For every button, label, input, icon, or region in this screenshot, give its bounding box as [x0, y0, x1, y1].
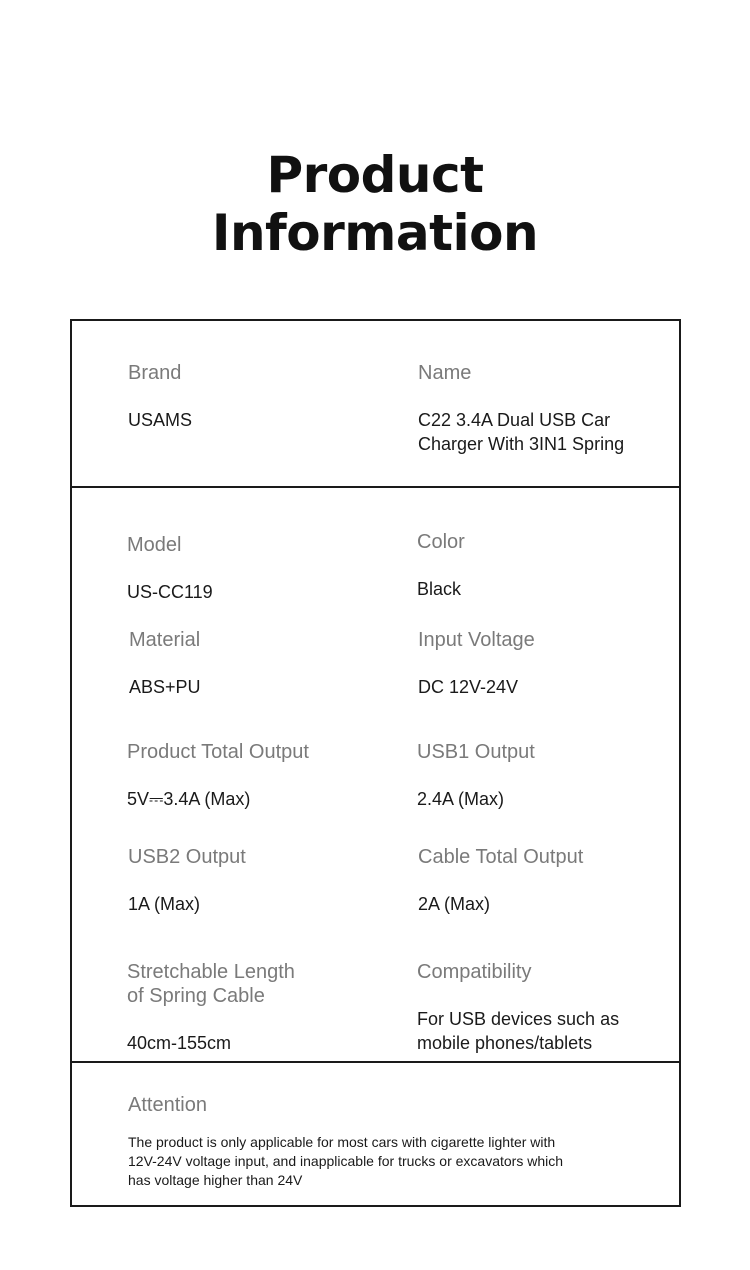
- name-label: Name: [418, 362, 472, 384]
- attention-label: Attention: [128, 1094, 207, 1116]
- input-voltage-value: DC 12V-24V: [418, 677, 519, 697]
- total-output-value: 5V⎓3.4A (Max): [127, 789, 251, 809]
- material-label: Material: [129, 629, 201, 651]
- page-title-line2: Information: [211, 204, 539, 262]
- brand-label: Brand: [128, 362, 182, 384]
- compatibility-label: Compatibility: [417, 961, 532, 983]
- page-title-line1: Product: [266, 146, 484, 204]
- spec-section-brand-name: [70, 319, 681, 488]
- total-output-label: Product Total Output: [127, 741, 309, 763]
- stretch-length-value: 40cm-155cm: [127, 1033, 232, 1053]
- color-label: Color: [417, 531, 465, 553]
- stretch-length-label: Stretchable Length of Spring Cable: [127, 961, 295, 1007]
- cable-output-value: 2A (Max): [418, 894, 491, 914]
- cable-output-label: Cable Total Output: [418, 846, 584, 868]
- name-value: C22 3.4A Dual USB Car Charger With 3IN1 Spring: [418, 410, 625, 454]
- usb1-output-label: USB1 Output: [417, 741, 535, 763]
- model-label: Model: [127, 534, 182, 556]
- compatibility-value: For USB devices such as mobile phones/tablets: [417, 1009, 620, 1053]
- model-value: US-CC119: [127, 582, 213, 602]
- usb1-output-value: 2.4A (Max): [417, 789, 505, 809]
- material-value: ABS+PU: [129, 677, 201, 697]
- brand-value: USAMS: [128, 410, 193, 430]
- usb2-output-label: USB2 Output: [128, 846, 246, 868]
- color-value: Black: [417, 579, 462, 599]
- page-title: [0, 146, 750, 262]
- usb2-output-value: 1A (Max): [128, 894, 201, 914]
- attention-text: The product is only applicable for most cars with cigarette lighter with 12V-24V voltage input, and inapplicable for trucks or excavators which has voltage higher than 24V: [128, 1134, 564, 1188]
- input-voltage-label: Input Voltage: [418, 629, 535, 651]
